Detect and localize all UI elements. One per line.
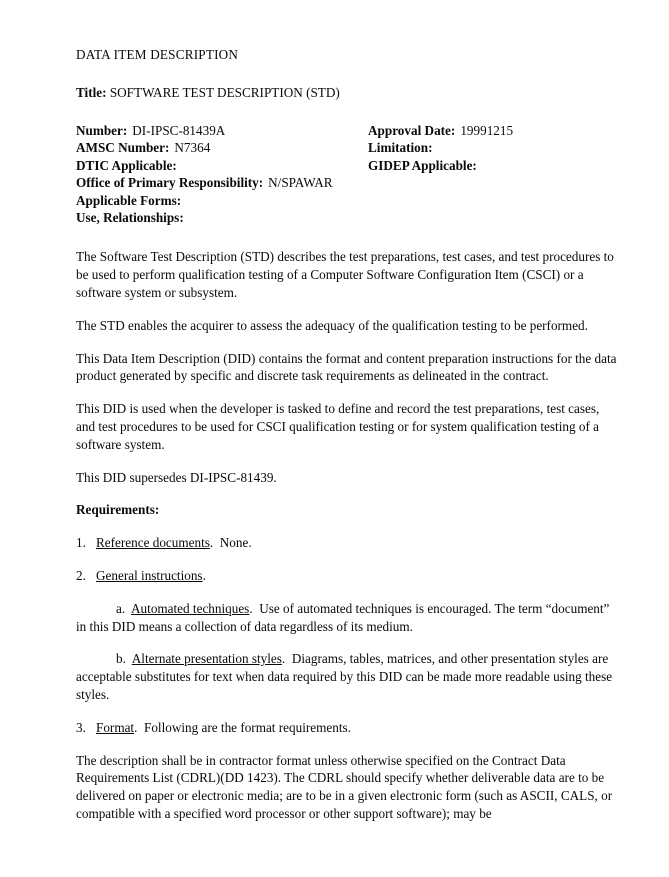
requirement-item-3-lead-suffix: .	[134, 719, 138, 735]
requirement-item-3-marker: 3.	[76, 719, 86, 735]
requirement-item-2-lead: General instructions	[96, 568, 203, 583]
use-relationships-value	[184, 210, 189, 225]
requirement-subitem-b-lead: Alternate presentation styles	[131, 651, 282, 667]
metadata-row-dtic-applicable	[76, 157, 376, 174]
use-relationships-label: Use, Relationships:	[76, 210, 184, 226]
paragraph-closing-format-requirements: The description shall be in contractor format unless otherwise specified on the Contract Data Requirements List (CDRL)(DD 1423). The CDRL should specify whether deliverable data are to be delivered on paper or electronic media; are to be in a given electronic form (such as ASCII, CALS, or compatible with a specified word processor or other support software); may be	[76, 752, 613, 821]
requirement-subitem-a	[76, 600, 618, 636]
requirement-subitem-a-body: Use of automated techniques is encouraged. The term “document” in this DID means a collection of data regardless of its medium.	[76, 600, 610, 634]
requirement-item-3	[76, 719, 618, 737]
office-primary-responsibility-label: Office of Primary Responsibility:	[76, 175, 264, 191]
limitation-label: Limitation:	[368, 140, 433, 156]
limitation-value	[432, 140, 437, 155]
metadata-row-number	[76, 122, 376, 139]
requirements-heading: Requirements:	[76, 502, 160, 518]
dtic-applicable-label: DTIC Applicable:	[76, 157, 177, 173]
paragraph-did-contains: This Data Item Description (DID) contains the format and content preparation instructions for the data product generated by specific and discrete task requirements as delineated in the contract.	[76, 350, 617, 384]
requirement-item-1-body: None.	[219, 535, 252, 551]
metadata-block	[76, 122, 618, 226]
applicable-forms-value	[181, 193, 186, 208]
document-body	[76, 46, 618, 838]
requirement-subitem-b-marker: b.	[116, 651, 126, 667]
metadata-row-gidep-applicable	[368, 157, 618, 174]
applicable-forms-label: Applicable Forms:	[76, 192, 182, 208]
requirement-subitem-a-marker: a.	[116, 600, 126, 616]
metadata-row-use-relationships	[76, 209, 376, 226]
paragraph-std-description: The Software Test Description (STD) describes the test preparations, test cases, and test procedures to be used to perform qualification testing of a Computer Software Configuration Item (CSCI) or a software system or subsystem.	[76, 249, 614, 301]
requirement-item-2	[76, 567, 618, 585]
office-primary-responsibility-value: N/SPAWAR	[268, 175, 333, 191]
document-title-line	[76, 84, 618, 102]
metadata-row-approval-date	[368, 122, 618, 139]
metadata-column-left	[76, 122, 376, 226]
document-header-title: DATA ITEM DESCRIPTION	[76, 47, 239, 62]
metadata-row-applicable-forms	[76, 192, 376, 209]
metadata-column-right	[368, 122, 618, 174]
metadata-row-amsc-number	[76, 139, 376, 156]
requirement-subitem-b	[76, 650, 618, 703]
approval-date-label: Approval Date:	[368, 123, 456, 138]
paragraph-did-used-when: This DID is used when the developer is tasked to define and record the test preparations, test cases, and test procedures to be used for CSCI qualification testing or for system qualification testing of a software system.	[76, 401, 600, 452]
approval-date-value: 19991215	[460, 123, 514, 138]
requirement-item-1-lead-suffix: .	[209, 535, 214, 551]
requirement-subitem-b-lead-suffix: .	[281, 651, 286, 667]
number-label: Number:	[76, 123, 128, 138]
metadata-row-limitation	[368, 139, 618, 156]
paragraph-did-supersedes: This DID supersedes DI-IPSC-81439.	[76, 469, 277, 485]
requirement-item-3-body: Following are the format requirements.	[144, 719, 351, 735]
requirement-item-2-lead-suffix: .	[202, 568, 206, 583]
amsc-number-value: N7364	[174, 140, 211, 156]
gidep-applicable-label: GIDEP Applicable:	[368, 157, 477, 173]
requirement-item-3-lead: Format	[96, 719, 135, 735]
title-value: SOFTWARE TEST DESCRIPTION (STD)	[109, 85, 340, 100]
title-label: Title:	[76, 85, 107, 100]
requirement-item-2-marker: 2.	[76, 568, 86, 583]
requirement-item-1	[76, 534, 618, 552]
gidep-applicable-value	[477, 158, 482, 173]
requirement-subitem-a-lead-suffix: .	[249, 600, 253, 616]
number-value: DI-IPSC-81439A	[132, 123, 226, 138]
requirement-item-1-marker: 1.	[76, 535, 86, 551]
amsc-number-label: AMSC Number:	[76, 140, 170, 156]
dtic-applicable-value	[177, 158, 182, 173]
requirement-item-1-lead: Reference documents	[96, 535, 210, 551]
metadata-row-office-primary-responsibility	[76, 174, 376, 191]
paragraph-std-enables: The STD enables the acquirer to assess the adequacy of the qualification testing to be performed.	[76, 317, 588, 333]
requirement-subitem-a-lead: Automated techniques	[131, 600, 250, 616]
requirement-subitem-b-body: Diagrams, tables, matrices, and other presentation styles are acceptable substitutes for text when data required by this DID can be made more readable using these styles.	[76, 651, 613, 702]
